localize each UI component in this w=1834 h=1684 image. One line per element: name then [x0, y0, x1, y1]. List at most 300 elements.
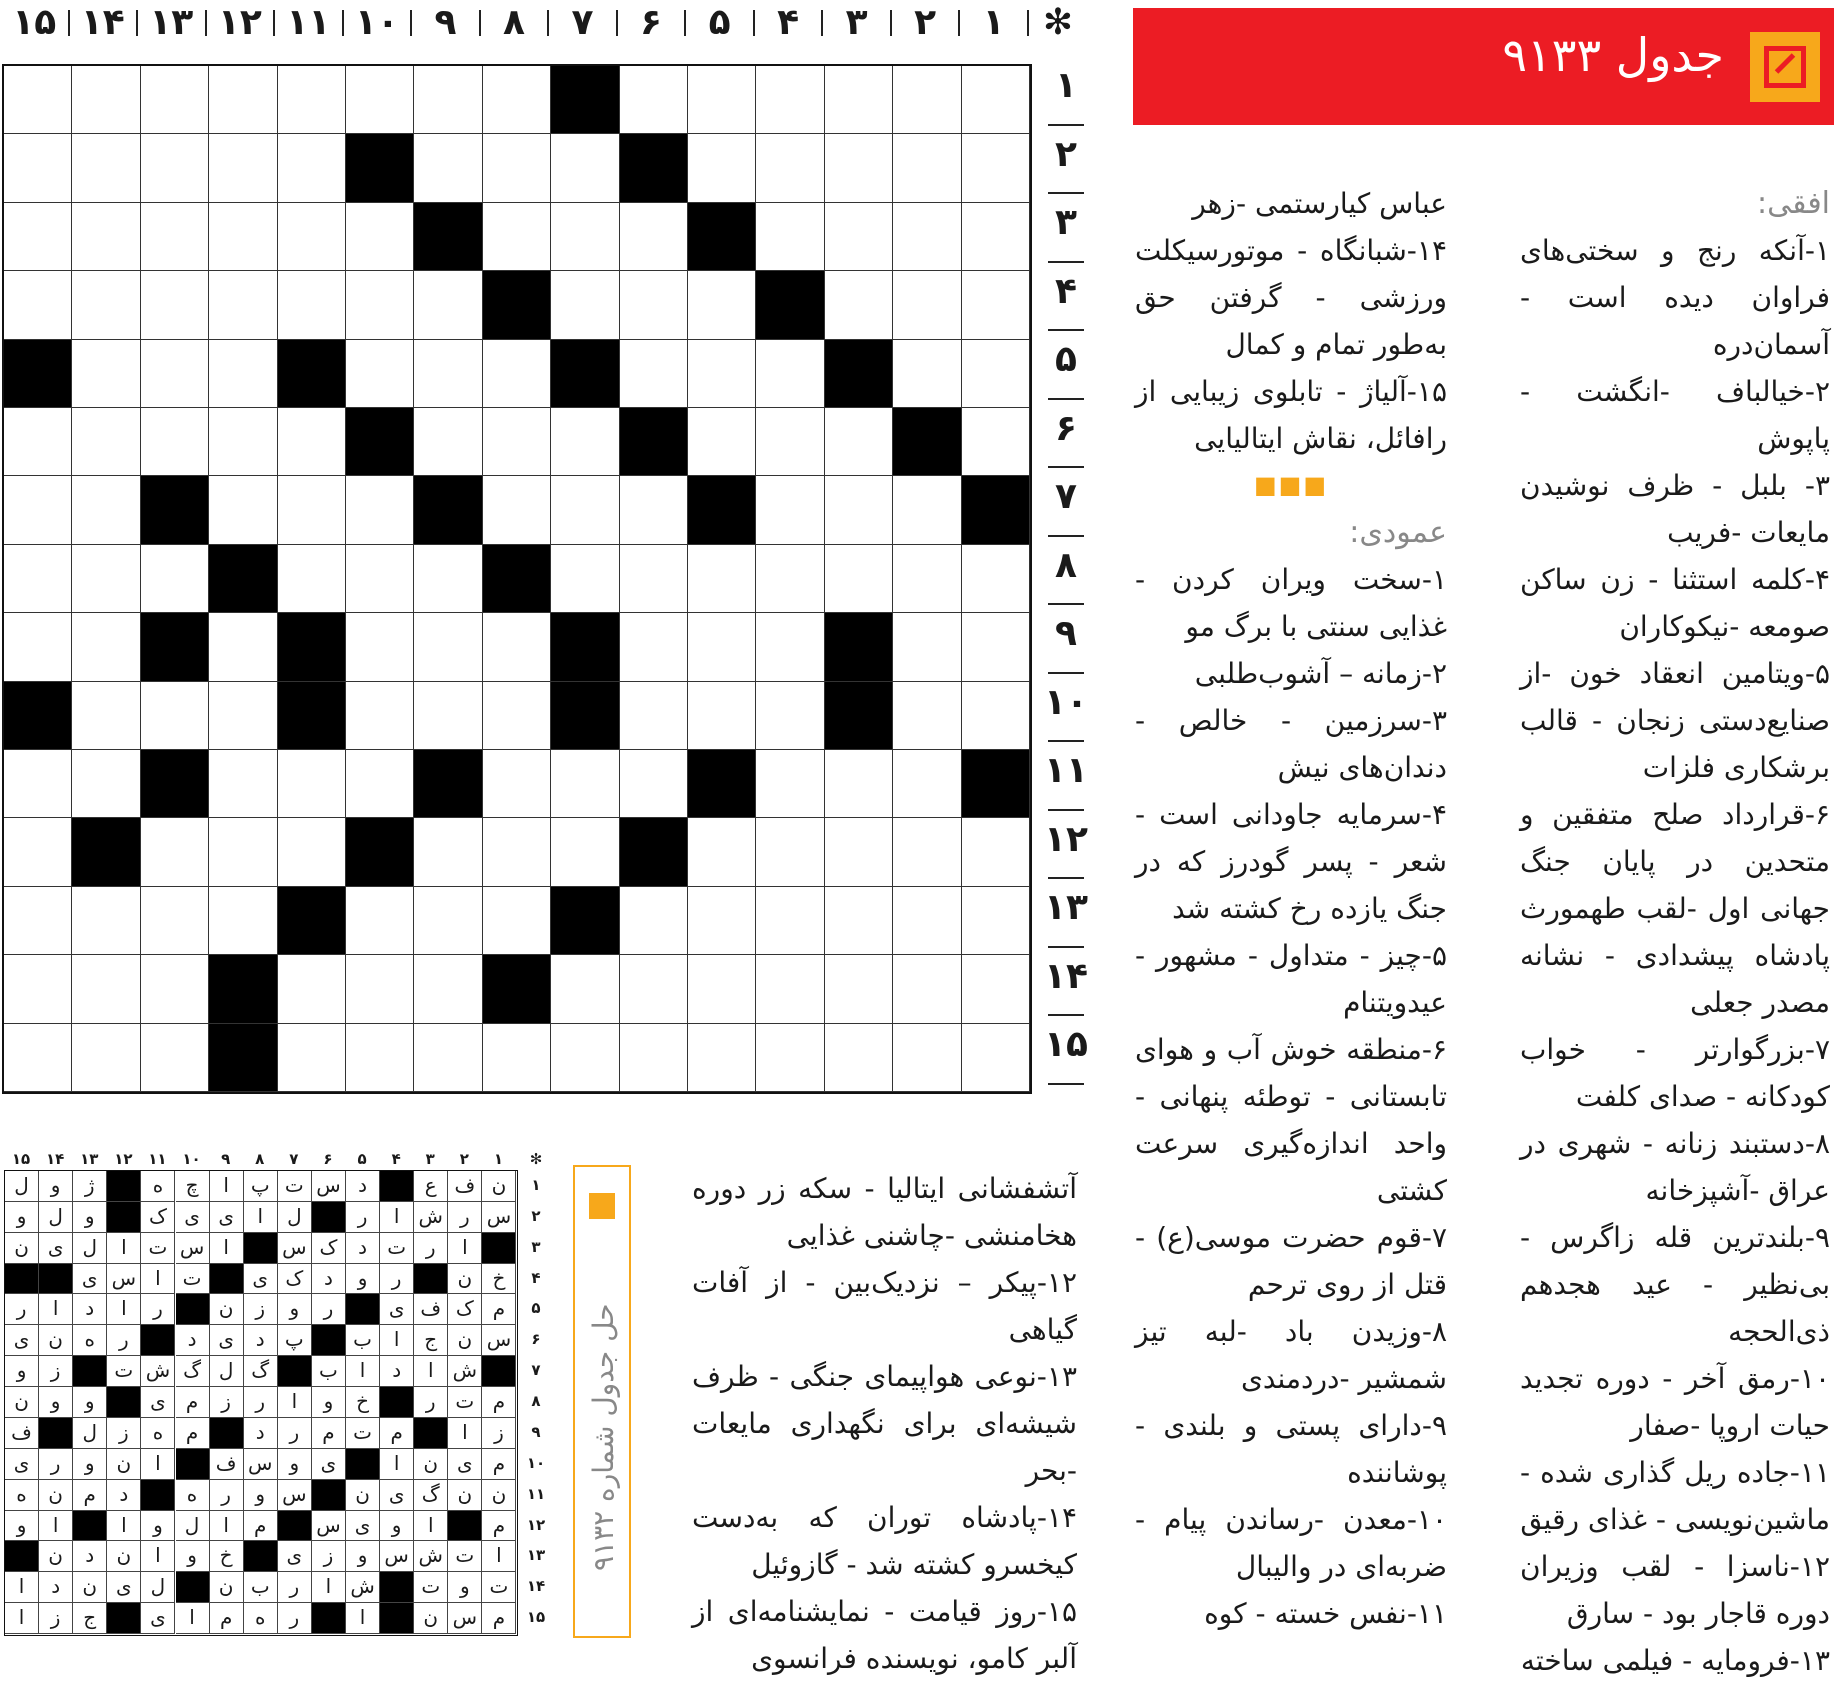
answer-cell[interactable]	[825, 955, 893, 1023]
answer-cell[interactable]	[346, 613, 414, 681]
answer-cell[interactable]	[962, 340, 1030, 408]
answer-cell[interactable]	[4, 750, 72, 818]
across-clue: ۱۲-ناسزا - لقب وزیران دوره قاجار بود - سارق	[1520, 1550, 1830, 1630]
answer-cell[interactable]	[141, 66, 209, 134]
answer-cell[interactable]	[4, 203, 72, 271]
answer-cell[interactable]	[756, 887, 824, 955]
column-number: ۱۰	[354, 2, 399, 43]
answer-cell[interactable]	[141, 545, 209, 613]
column-separator	[68, 10, 70, 36]
black-cell	[962, 476, 1030, 544]
answer-cell[interactable]	[756, 750, 824, 818]
answer-cell[interactable]	[209, 340, 277, 408]
answer-cell[interactable]	[278, 818, 346, 886]
solution-black-cell	[380, 1603, 414, 1634]
answer-cell[interactable]	[4, 613, 72, 681]
answer-cell[interactable]	[688, 1024, 756, 1092]
solution-letter-cell: ی	[5, 1325, 39, 1356]
answer-cell[interactable]	[141, 818, 209, 886]
black-cell	[346, 408, 414, 476]
answer-cell[interactable]	[551, 134, 619, 202]
solution-black-cell	[414, 1418, 448, 1449]
across-clue: ۱۰-رمق آخر - دوره تجدید حیات اروپا -صفار	[1520, 1362, 1830, 1442]
solution-row-number: ۳	[531, 1237, 541, 1256]
column-separator	[205, 10, 207, 36]
solution-column-numbers	[4, 1150, 552, 1168]
answer-cell[interactable]	[209, 682, 277, 750]
solution-letter-cell: ر	[312, 1294, 346, 1325]
answer-cell[interactable]	[551, 476, 619, 544]
solution-letter-cell: ی	[73, 1264, 107, 1295]
answer-cell[interactable]	[346, 271, 414, 339]
black-cell	[688, 476, 756, 544]
answer-cell[interactable]	[72, 750, 140, 818]
answer-cell[interactable]	[346, 66, 414, 134]
answer-cell[interactable]	[688, 818, 756, 886]
across-clue: ۷-بزرگوارتر - خواب کودکانه - صدای کلفت	[1520, 1033, 1830, 1113]
answer-cell[interactable]	[756, 955, 824, 1023]
solution-letter-cell: و	[244, 1480, 278, 1511]
answer-cell[interactable]	[209, 66, 277, 134]
solution-letter-cell: ی	[244, 1264, 278, 1295]
solution-letter-cell: و	[278, 1449, 312, 1480]
down-clue: ۸-وزیدن باد -لبه تیز شمشیر -دردمندی	[1135, 1315, 1447, 1395]
answer-cell[interactable]	[72, 887, 140, 955]
row-numbers	[1042, 55, 1090, 1100]
solution-black-cell	[39, 1418, 73, 1449]
answer-cell[interactable]	[414, 887, 482, 955]
answer-cell[interactable]	[141, 271, 209, 339]
answer-cell[interactable]	[4, 955, 72, 1023]
answer-cell[interactable]	[962, 134, 1030, 202]
column-number: ۹	[434, 2, 457, 43]
answer-cell[interactable]	[278, 1024, 346, 1092]
solution-letter-cell: ی	[141, 1387, 175, 1418]
answer-cell[interactable]	[893, 682, 961, 750]
answer-cell[interactable]	[893, 545, 961, 613]
solution-letter-cell: ی	[141, 1603, 175, 1634]
answer-cell[interactable]	[962, 1024, 1030, 1092]
solution-letter-cell: ف	[5, 1418, 39, 1449]
solution-row-number: ۵	[531, 1299, 541, 1318]
solution-column-number: ۴	[391, 1150, 401, 1168]
answer-cell[interactable]	[688, 682, 756, 750]
answer-cell[interactable]	[414, 408, 482, 476]
across-clue: ۳- بلبل - ظرف نوشیدن مایعات -فریب	[1520, 469, 1830, 549]
answer-cell[interactable]	[483, 818, 551, 886]
answer-cell[interactable]	[72, 545, 140, 613]
solution-letter-cell: ی	[448, 1449, 482, 1480]
answer-cell[interactable]	[209, 887, 277, 955]
answer-cell[interactable]	[72, 476, 140, 544]
answer-cell[interactable]	[483, 408, 551, 476]
solution-column-number: ۱	[493, 1150, 504, 1168]
solution-letter-cell: م	[482, 1294, 516, 1325]
solution-black-cell	[107, 1603, 141, 1634]
answer-cell[interactable]	[141, 340, 209, 408]
answer-cell[interactable]	[620, 613, 688, 681]
solution-row-number: ۱۱	[526, 1484, 546, 1503]
answer-cell[interactable]	[72, 340, 140, 408]
answer-cell[interactable]	[962, 955, 1030, 1023]
answer-cell[interactable]	[551, 271, 619, 339]
answer-cell[interactable]	[688, 887, 756, 955]
answer-cell[interactable]	[209, 203, 277, 271]
answer-cell[interactable]	[209, 750, 277, 818]
answer-cell[interactable]	[756, 818, 824, 886]
across-clue: ۴-کلمه استثنا - زن ساکن صومعه -نیکوکاران	[1520, 563, 1830, 643]
answer-cell[interactable]	[825, 476, 893, 544]
row-separator	[1048, 124, 1084, 126]
solution-label	[573, 1165, 631, 1638]
solution-row-number: ۱۵	[526, 1608, 546, 1627]
answer-cell[interactable]	[962, 613, 1030, 681]
answer-cell[interactable]	[893, 476, 961, 544]
answer-cell[interactable]	[72, 66, 140, 134]
answer-cell[interactable]	[72, 955, 140, 1023]
answer-cell[interactable]	[551, 818, 619, 886]
answer-cell[interactable]	[278, 408, 346, 476]
solution-letter-cell: ف	[448, 1171, 482, 1202]
solution-column-number: ۱۵	[11, 1150, 31, 1168]
answer-cell[interactable]	[688, 955, 756, 1023]
answer-cell[interactable]	[893, 887, 961, 955]
answer-cell[interactable]	[962, 203, 1030, 271]
answer-cell[interactable]	[483, 476, 551, 544]
black-cell	[551, 613, 619, 681]
solution-letter-cell: ر	[39, 1449, 73, 1480]
solution-letter-cell: ن	[5, 1233, 39, 1264]
answer-cell[interactable]	[620, 66, 688, 134]
answer-cell[interactable]	[962, 682, 1030, 750]
answer-cell[interactable]	[4, 887, 72, 955]
across-heading: افقی:	[1757, 186, 1830, 221]
answer-cell[interactable]	[825, 408, 893, 476]
answer-cell[interactable]	[620, 476, 688, 544]
answer-cell[interactable]	[962, 545, 1030, 613]
row-separator	[1048, 535, 1084, 537]
answer-cell[interactable]	[483, 66, 551, 134]
answer-cell[interactable]	[72, 203, 140, 271]
answer-cell[interactable]	[756, 613, 824, 681]
answer-cell[interactable]	[551, 545, 619, 613]
answer-cell[interactable]	[414, 134, 482, 202]
row-number: ۴	[1055, 270, 1077, 312]
answer-cell[interactable]	[620, 203, 688, 271]
solution-letter-cell: ن	[448, 1264, 482, 1295]
answer-cell[interactable]	[756, 408, 824, 476]
row-separator	[1048, 1014, 1084, 1016]
answer-cell[interactable]	[346, 545, 414, 613]
answer-cell[interactable]	[278, 203, 346, 271]
answer-cell[interactable]	[72, 134, 140, 202]
answer-cell[interactable]	[756, 545, 824, 613]
answer-cell[interactable]	[4, 545, 72, 613]
answer-cell[interactable]	[962, 271, 1030, 339]
answer-cell[interactable]	[278, 955, 346, 1023]
answer-cell[interactable]	[141, 682, 209, 750]
answer-cell[interactable]	[414, 545, 482, 613]
solution-row-number: ۱۰	[526, 1453, 546, 1472]
solution-letter-cell: ژ	[73, 1171, 107, 1202]
answer-cell[interactable]	[483, 1024, 551, 1092]
answer-cell[interactable]	[72, 682, 140, 750]
answer-cell[interactable]	[962, 408, 1030, 476]
answer-cell[interactable]	[962, 887, 1030, 955]
answer-cell[interactable]	[414, 682, 482, 750]
row-separator	[1048, 603, 1084, 605]
answer-cell[interactable]	[688, 613, 756, 681]
across-clue: ۶-قرارداد صلح متفقین و متحدین در پایان جنگ جهانی اول -لقب طهمورث پادشاه پیشدادی - نشانه مصدر جعلی	[1520, 798, 1830, 1019]
solution-letter-cell: ن	[210, 1572, 244, 1603]
black-cell	[414, 476, 482, 544]
answer-cell[interactable]	[209, 613, 277, 681]
answer-cell[interactable]	[414, 271, 482, 339]
answer-cell[interactable]	[414, 340, 482, 408]
solution-letter-cell: س	[448, 1603, 482, 1634]
solution-letter-cell: ی	[380, 1294, 414, 1325]
answer-cell[interactable]	[4, 476, 72, 544]
solution-letter-cell: چ	[176, 1171, 210, 1202]
row-separator	[1048, 740, 1084, 742]
solution-letter-cell: س	[278, 1233, 312, 1264]
solution-letter-cell: ل	[141, 1572, 175, 1603]
answer-cell[interactable]	[620, 271, 688, 339]
solution-letter-cell: ب	[244, 1572, 278, 1603]
answer-cell[interactable]	[893, 134, 961, 202]
answer-cell[interactable]	[893, 818, 961, 886]
down-clue: ۱۳-نوعی هواپیمای جنگی - ظرف شیشه‌ای برای نگهداری مایعات -بحر	[692, 1360, 1077, 1487]
answer-cell[interactable]	[346, 340, 414, 408]
solution-letter-cell: ت	[346, 1418, 380, 1449]
answer-cell[interactable]	[825, 66, 893, 134]
answer-cell[interactable]	[72, 271, 140, 339]
row-number: ۲	[1055, 133, 1077, 175]
down-clue: ۱۰-معدن -رساندن پیام - ضربه‌ای در والیبال	[1135, 1503, 1447, 1583]
answer-cell[interactable]	[620, 955, 688, 1023]
solution-black-cell	[107, 1171, 141, 1202]
answer-cell[interactable]	[688, 134, 756, 202]
answer-cell[interactable]	[141, 887, 209, 955]
answer-cell[interactable]	[893, 613, 961, 681]
answer-cell[interactable]	[551, 1024, 619, 1092]
answer-cell[interactable]	[825, 545, 893, 613]
answer-cell[interactable]	[825, 271, 893, 339]
solution-letter-cell: ت	[107, 1356, 141, 1387]
down-clue: ۱-سخت ویران کردن - غذایی سنتی با برگ مو	[1135, 563, 1447, 643]
answer-cell[interactable]	[483, 134, 551, 202]
solution-letter-cell: ا	[5, 1603, 39, 1634]
row-number: ۱۲	[1044, 818, 1088, 860]
answer-cell[interactable]	[346, 750, 414, 818]
logo-icon	[1750, 32, 1820, 102]
answer-cell[interactable]	[72, 408, 140, 476]
solution-letter-cell: ت	[448, 1387, 482, 1418]
answer-cell[interactable]	[4, 408, 72, 476]
solution-letter-cell: م	[73, 1480, 107, 1511]
answer-cell[interactable]	[346, 682, 414, 750]
solution-letter-cell: ت	[448, 1541, 482, 1572]
column-separator	[958, 10, 960, 36]
answer-cell[interactable]	[346, 955, 414, 1023]
row-number: ۱۵	[1044, 1024, 1088, 1066]
answer-cell[interactable]	[141, 955, 209, 1023]
answer-cell[interactable]	[756, 1024, 824, 1092]
answer-cell[interactable]	[414, 613, 482, 681]
answer-cell[interactable]	[688, 271, 756, 339]
answer-cell[interactable]	[414, 955, 482, 1023]
row-number: ۳	[1055, 202, 1077, 244]
answer-cell[interactable]	[962, 66, 1030, 134]
answer-cell[interactable]	[278, 750, 346, 818]
answer-cell[interactable]	[893, 955, 961, 1023]
answer-cell[interactable]	[825, 818, 893, 886]
answer-cell[interactable]	[4, 66, 72, 134]
solution-letter-cell: ک	[141, 1202, 175, 1233]
answer-cell[interactable]	[278, 545, 346, 613]
solution-black-cell	[73, 1511, 107, 1542]
answer-cell[interactable]	[483, 682, 551, 750]
answer-cell[interactable]	[278, 66, 346, 134]
answer-cell[interactable]	[209, 134, 277, 202]
solution-letter-cell: خ	[482, 1264, 516, 1295]
answer-cell[interactable]	[551, 408, 619, 476]
answer-cell[interactable]	[551, 203, 619, 271]
answer-cell[interactable]	[346, 887, 414, 955]
solution-letter-cell: ی	[278, 1541, 312, 1572]
answer-cell[interactable]	[620, 340, 688, 408]
row-separator	[1048, 466, 1084, 468]
down-clue: ۳-سرزمین - خالص - دندان‌های نیش	[1135, 704, 1447, 784]
answer-cell[interactable]	[893, 66, 961, 134]
answer-cell[interactable]	[141, 134, 209, 202]
answer-cell[interactable]	[278, 476, 346, 544]
answer-cell[interactable]	[620, 887, 688, 955]
answer-cell[interactable]	[4, 134, 72, 202]
answer-cell[interactable]	[825, 203, 893, 271]
solution-letter-cell: و	[278, 1294, 312, 1325]
solution-letter-cell: ز	[482, 1418, 516, 1449]
answer-cell[interactable]	[688, 408, 756, 476]
answer-cell[interactable]	[72, 1024, 140, 1092]
answer-cell[interactable]	[209, 271, 277, 339]
answer-cell[interactable]	[893, 1024, 961, 1092]
answer-cell[interactable]	[483, 340, 551, 408]
answer-cell[interactable]	[551, 750, 619, 818]
answer-cell[interactable]	[209, 408, 277, 476]
answer-cell[interactable]	[756, 340, 824, 408]
answer-cell[interactable]	[414, 1024, 482, 1092]
solution-letter-cell: ا	[5, 1572, 39, 1603]
solution-row-number: ۴	[531, 1268, 541, 1287]
answer-cell[interactable]	[72, 613, 140, 681]
answer-cell[interactable]	[893, 203, 961, 271]
answer-cell[interactable]	[893, 271, 961, 339]
black-cell	[141, 750, 209, 818]
across-clue: ۹-بلندترین قله زاگرس - بی‌نظیر - عید هجدهم ذی‌الحجه	[1520, 1221, 1830, 1348]
solution-letter-cell: ف	[414, 1294, 448, 1325]
solution-letter-cell: ه	[244, 1603, 278, 1634]
down-clue: ۵-چیز - متداول - مشهور - عیدویتنام	[1135, 939, 1447, 1019]
answer-cell[interactable]	[483, 887, 551, 955]
puzzle-title: جدول ۹۱۳۳	[1502, 28, 1724, 82]
answer-cell[interactable]	[893, 340, 961, 408]
answer-cell[interactable]	[209, 476, 277, 544]
answer-cell[interactable]	[825, 887, 893, 955]
answer-cell[interactable]	[278, 271, 346, 339]
down-clue: ۱۵-روز قیامت - نمایشنامه‌ای از آلبر کامو، نویسنده فرانسوی	[692, 1595, 1077, 1675]
black-cell	[825, 682, 893, 750]
solution-letter-cell: م	[482, 1449, 516, 1480]
answer-cell[interactable]	[278, 134, 346, 202]
answer-cell[interactable]	[4, 271, 72, 339]
row-separator	[1048, 398, 1084, 400]
answer-cell[interactable]	[209, 818, 277, 886]
answer-cell[interactable]	[688, 66, 756, 134]
answer-cell[interactable]	[414, 66, 482, 134]
answer-cell[interactable]	[756, 682, 824, 750]
answer-cell[interactable]	[346, 476, 414, 544]
down-clue: ۱۱-نفس خسته - کوه	[1204, 1597, 1447, 1630]
solution-letter-cell: ا	[346, 1603, 380, 1634]
answer-cell[interactable]	[688, 545, 756, 613]
answer-cell[interactable]	[141, 408, 209, 476]
solution-letter-cell: ی	[312, 1449, 346, 1480]
answer-cell[interactable]	[756, 203, 824, 271]
answer-cell[interactable]	[4, 1024, 72, 1092]
black-cell	[483, 955, 551, 1023]
answer-cell[interactable]	[141, 203, 209, 271]
answer-cell[interactable]	[893, 750, 961, 818]
solution-letter-cell: ا	[141, 1449, 175, 1480]
answer-cell[interactable]	[756, 134, 824, 202]
answer-cell[interactable]	[756, 476, 824, 544]
solution-black-cell	[278, 1511, 312, 1542]
answer-cell[interactable]	[620, 1024, 688, 1092]
column-number: ۱۱	[286, 2, 331, 43]
answer-cell[interactable]	[962, 818, 1030, 886]
answer-cell[interactable]	[483, 203, 551, 271]
black-cell	[483, 271, 551, 339]
column-number: ۷	[571, 2, 594, 43]
answer-cell[interactable]	[551, 955, 619, 1023]
answer-cell[interactable]	[346, 1024, 414, 1092]
answer-cell[interactable]	[4, 818, 72, 886]
answer-cell[interactable]	[620, 750, 688, 818]
answer-cell[interactable]	[346, 203, 414, 271]
solution-black-cell	[141, 1325, 175, 1356]
solution-letter-cell: ا	[141, 1541, 175, 1572]
star-symbol: ✻	[1042, 2, 1074, 43]
answer-cell[interactable]	[825, 134, 893, 202]
solution-letter-cell: ن	[414, 1449, 448, 1480]
solution-row-number: ۸	[531, 1392, 541, 1411]
answer-cell[interactable]	[620, 545, 688, 613]
answer-cell[interactable]	[483, 750, 551, 818]
answer-cell[interactable]	[414, 818, 482, 886]
solution-letter-cell: ا	[210, 1171, 244, 1202]
solution-letter-cell: و	[73, 1449, 107, 1480]
black-cell	[620, 134, 688, 202]
row-separator	[1048, 809, 1084, 811]
answer-cell[interactable]	[756, 66, 824, 134]
answer-cell[interactable]	[620, 682, 688, 750]
answer-cell[interactable]	[688, 340, 756, 408]
answer-cell[interactable]	[825, 1024, 893, 1092]
answer-cell[interactable]	[483, 613, 551, 681]
answer-cell[interactable]	[825, 750, 893, 818]
answer-cell[interactable]	[141, 1024, 209, 1092]
